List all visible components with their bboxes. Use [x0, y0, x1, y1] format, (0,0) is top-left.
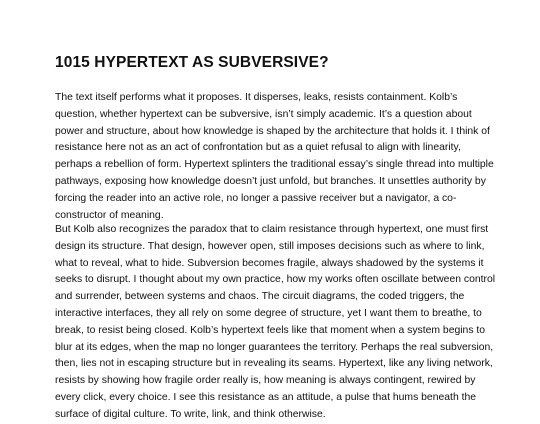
paragraph-line: perhaps a rebellion of form. Hypertext splinters the traditional essay’s single thread into multiple	[55, 159, 494, 171]
paragraph-line: The text itself performs what it proposes. It disperses, leaks, resists containment. Kolb’s	[55, 92, 458, 103]
paragraph-line: design its structure. That design, however open, still imposes decisions such as where to link,	[55, 240, 485, 252]
paragraph-line: every click, every choice. I see this resistance as an attitude, a pulse that hums beneath the	[55, 391, 477, 403]
paragraph-line: question, whether hypertext can be subversive, isn’t simply academic. It’s a question about	[55, 108, 472, 120]
paragraph-line: break, to resist being closed. Kolb’s hypertext feels like that moment when a system begins to	[55, 324, 486, 336]
paragraph-line: what to reveal, what to hide. Subversion becomes fragile, always shadowed by the systems it	[55, 257, 484, 269]
paragraph-line: constructor of meaning.	[55, 209, 164, 221]
paragraph-line: seeks to disrupt. I thought about my own practice, how my works often oscillate between control	[55, 274, 496, 286]
paragraph-line: interactive interfaces, they all rely on some degree of structure, yet I want them to breathe, to	[55, 307, 482, 319]
paragraph-line: resistance here not as an act of confrontation but as a quiet refusal to align with linearity,	[55, 142, 461, 154]
paragraph-line: resists by showing how fragile order really is, how meaning is always contingent, rewired by	[55, 375, 476, 387]
paragraph-line: then, lies not in escaping structure but in revealing its seams. Hypertext, like any living network,	[55, 358, 493, 370]
paragraph-line: But Kolb also recognizes the paradox that to claim resistance through hypertext, one must first	[55, 224, 489, 235]
paragraph-line: power and structure, about how knowledge is shaped by the architecture that holds it. I think of	[55, 125, 490, 137]
paragraph-line: and surrender, between systems and chaos. The circuit diagrams, the coded triggers, the	[55, 291, 465, 303]
paragraph-2	[55, 222, 495, 424]
paragraph-line: blur at its edges, when the map no longer guarantees the territory. Perhaps the real subversion,	[55, 341, 494, 353]
paragraph-line: forcing the reader into an active role, no longer a passive receiver but a navigator, a co-	[55, 192, 457, 204]
paragraph-line: surface of digital culture. To write, link, and think otherwise.	[55, 408, 326, 420]
section-title: 1015 HYPERTEXT AS SUBVERSIVE?	[55, 54, 329, 71]
paragraph-1	[55, 90, 495, 224]
paragraph-line: pathways, exposing how knowledge doesn’t just unfold, but branches. It unsettles authority by	[55, 175, 486, 187]
